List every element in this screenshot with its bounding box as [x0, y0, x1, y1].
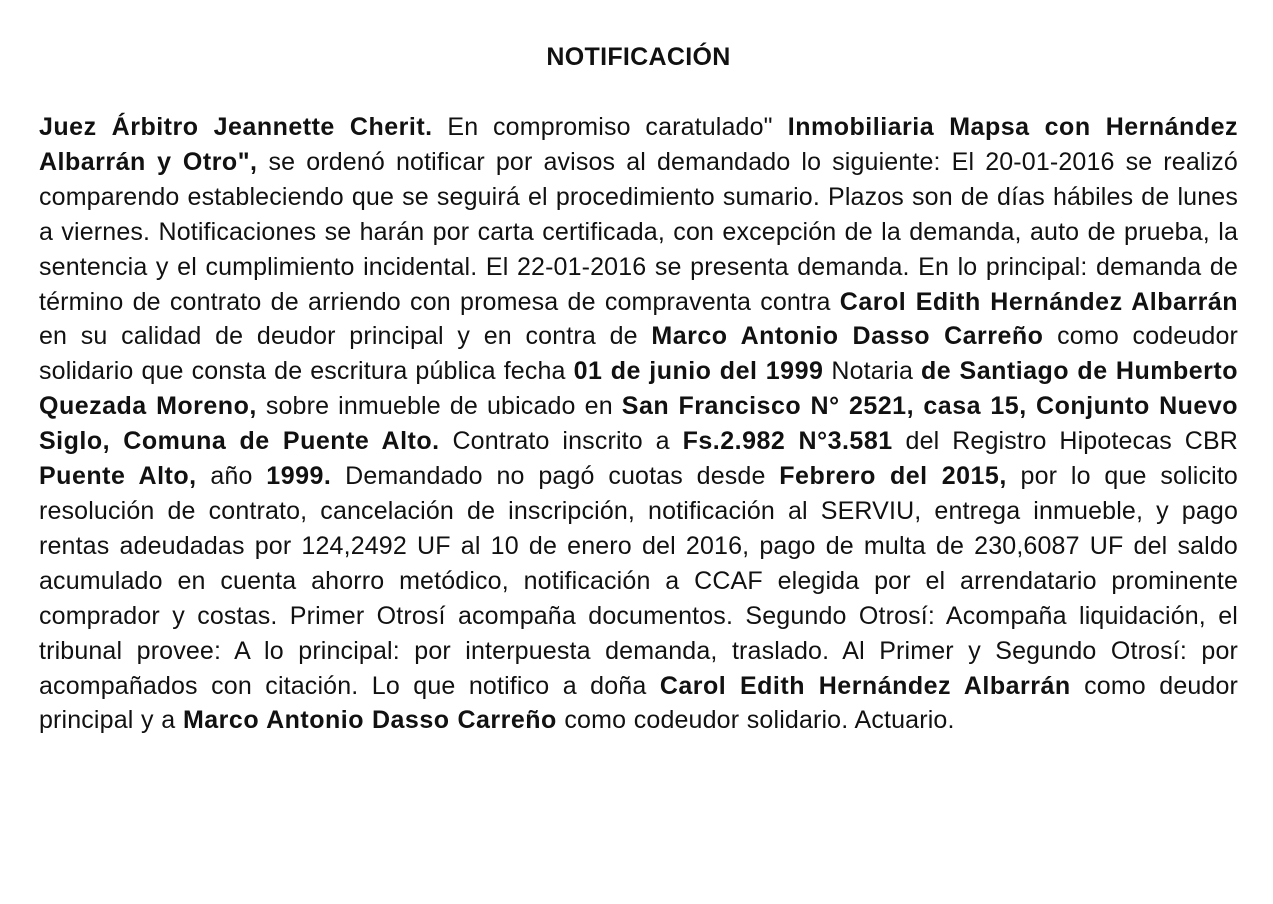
body-text-segment: Contrato inscrito a [439, 427, 683, 456]
body-text-segment: del Registro Hipotecas CBR [892, 427, 1239, 456]
unpaid-since-date: Febrero del 2015, [779, 462, 1007, 491]
body-text-segment: En compromiso caratulado" [432, 113, 773, 141]
case-caption: Inmobiliaria Mapsa con Hernández Albarrán y Otro", [39, 113, 1238, 176]
co-debtor-name: Marco Antonio Dasso Carreño [651, 322, 1044, 351]
body-text-segment: como codeudor solidario que consta de escritura pública fecha [39, 322, 1238, 386]
deed-date: 01 de junio del 1999 [573, 357, 824, 386]
body-text-segment: Notaria [823, 357, 921, 386]
registry-location: Puente Alto, [39, 462, 197, 491]
body-text-segment: se ordenó notificar por avisos al demandado lo siguiente: El 20-01-2016 se realizó comparendo estableciendo que se seguirá el procedimiento sumario. Plazos son de días hábiles de lunes a viernes. Notificaciones se harán por carta certificada, con excepción de la demanda, auto de prueba, la sentencia y el cumplimiento incidental. El 22-01-2016 se presenta demanda. En lo principal: demanda de término de contrato de arriendo con promesa de compraventa contra [39, 147, 1238, 316]
body-text-segment: Demandado no pagó cuotas desde [331, 462, 780, 491]
registry-year: 1999. [266, 462, 332, 491]
body-text-segment: como deudor principal y a [39, 671, 1239, 735]
body-text-segment: por lo que solicito resolución de contrato, cancelación de inscripción, notificación al SERVIU, entrega inmueble, y pago rentas adeudadas por 124,2492 UF al 10 de enero del 2016, pago de multa de 230,6087 UF del saldo acumulado en cuenta ahorro metódico, notificación a CCAF elegida por el arrendatario prominente comprador y costas. Primer Otrosí acompaña documentos. Segundo Otrosí: Acompaña liquidación, el tribunal provee: A lo principal: por interpuesta demanda, traslado. Al Primer y Segundo Otrosí: por acompañados con citación. Lo que notifico a doña [39, 462, 1238, 700]
notary-name: de Santiago de Humberto Quezada Moreno, [39, 357, 1238, 421]
body-text-segment: como codeudor solidario. Actuario. [556, 706, 955, 735]
property-address: San Francisco N° 2521, casa 15, Conjunto Nuevo Siglo, Comuna de Puente Alto. [39, 392, 1238, 456]
body-text-segment: en su calidad de deudor principal y en contra de [39, 322, 652, 351]
document-title: NOTIFICACIÓN [546, 43, 731, 71]
body-text-segment: sobre inmueble de ubicado en [256, 392, 622, 421]
co-debtor-name: Marco Antonio Dasso Carreño [182, 706, 557, 735]
notification-body [39, 110, 1238, 738]
judge-name: Juez Árbitro Jeannette Cherit. [39, 113, 433, 141]
principal-debtor-name: Carol Edith Hernández Albarrán [659, 671, 1071, 700]
principal-debtor-name: Carol Edith Hernández Albarrán [839, 287, 1238, 316]
registry-reference: Fs.2.982 N°3.581 [682, 427, 893, 456]
body-text-segment: año [196, 462, 267, 491]
